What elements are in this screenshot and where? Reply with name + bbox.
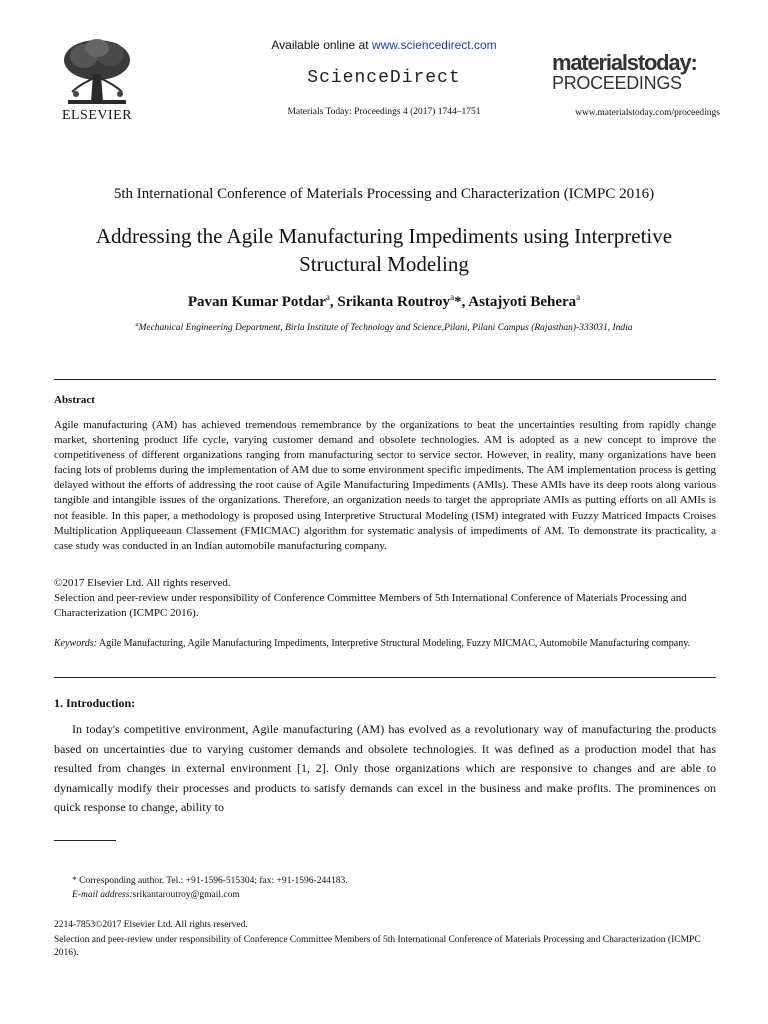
- sciencedirect-link[interactable]: www.sciencedirect.com: [371, 38, 497, 52]
- email-footnote: [72, 890, 240, 900]
- keywords: [54, 636, 716, 651]
- author-affiliation-mark: a: [325, 292, 330, 302]
- section-divider: [54, 379, 716, 380]
- logo-line-2: PROCEEDINGS: [552, 73, 682, 93]
- author-affiliation-mark: a: [450, 292, 455, 302]
- materials-today-logo: [552, 52, 712, 92]
- footer-peer-review: Selection and peer-review under responsibility of Conference Committee Members of 5th International Conference of Materials Processing and Characterization (ICMPC 2016).: [54, 935, 701, 958]
- author-affiliation-mark: a: [576, 292, 581, 302]
- journal-citation: Materials Today: Proceedings 4 (2017) 1744–1751: [287, 107, 481, 117]
- peer-review-notice: Selection and peer-review under responsibility of Conference Committee Members of 5th International Conference of Materials Processing and Characterization (ICMPC 2016).: [54, 592, 687, 620]
- introduction-text: In today's competitive environment, Agile manufacturing (AM) has evolved as a revolutionary way of manufacturing the products based on uncertainties due to varying customer demands and obsolete technologies. It was defined as a production model that has resulted from changes in external environment [1, 2]. Only those organizations which are responsive to changes and are able to dynamically modify their processes and products to satisfy demands can excel in the business and make profits. The prominences on quick response to change, ability to: [54, 722, 716, 814]
- author-separator: ,: [329, 294, 338, 310]
- section-divider: [54, 677, 716, 678]
- publisher-name: ELSEVIER: [61, 108, 133, 123]
- abstract-text: Agile manufacturing (AM) has achieved tremendous remembrance by the organizations to beat the uncertainties resulting from rapidly change market, shortening product life cycle, varying customer demand and obsolete technologies. AM is adopted as a new concept to improve the competitiveness of different organizations ranging from manufacturing sector to service sector. However, in reality, many organizations have been facing lots of problems during the implementation of AM due to some environment specific impediments. The AM implementation process is getting delayed without the efforts of addressing the root cause of Agile Manufacturing Impediments (AMIs). These AMIs have its deep roots along various tangible and intangible issues of the organizations. Therefore, an organization needs to target the appropriate AMIs as putting efforts on all AMIs is not feasible. In this paper, a methodology is proposed using Interpretive Structural Modeling (ISM) integrated with Fuzzy Matriced Impacts Croises Multiplication Appliqueeaun Classement (FMICMAC) algorithm for systematic analysis of impediments of AM. To demonstrate its practicality, a case study was conducted in an Indian automobile manufacturing company.: [54, 419, 716, 552]
- corresponding-author-footnote: * Corresponding author. Tel.: +91-1596-515304; fax: +91-1596-244183.: [72, 876, 348, 886]
- journal-url: www.materialstoday.com/proceedings: [575, 108, 720, 118]
- affiliation: [0, 322, 768, 333]
- abstract-heading: Abstract: [54, 394, 95, 406]
- author-separator: *,: [454, 294, 469, 310]
- conference-name: 5th International Conference of Materials Processing and Characterization (ICMPC 2016): [113, 186, 655, 202]
- email-address[interactable]: srikantaroutroy@gmail.com: [132, 890, 240, 900]
- introduction-heading: 1. Introduction:: [54, 696, 136, 710]
- issn-line: 2214-7853©2017 Elsevier Ltd. All rights reserved.: [54, 920, 248, 930]
- author-name: Pavan Kumar Potdar: [187, 294, 326, 310]
- affiliation-text: Mechanical Engineering Department, Birla Institute of Technology and Science,Pilani, Pilani Campus (Rajasthan)-333031, India: [138, 323, 633, 334]
- author-name: Astajyoti Behera: [468, 294, 577, 310]
- affiliation-mark: a: [135, 322, 139, 328]
- author-name: Srikanta Routroy: [337, 294, 451, 310]
- author-list: [0, 292, 768, 311]
- paper-title: Addressing the Agile Manufacturing Impediments using Interpretive Structural Modeling: [95, 224, 673, 276]
- keywords-list: Agile Manufacturing, Agile Manufacturing Impediments, Interpretive Structural Modeling, Fuzzy MICMAC, Automobile Manufacturing company.: [96, 638, 691, 649]
- footnote-divider: [54, 840, 116, 841]
- email-label: E-mail address:: [72, 890, 133, 900]
- keywords-label: Keywords:: [54, 638, 97, 649]
- platform-name: ScienceDirect: [307, 68, 461, 88]
- available-prefix: Available online at: [271, 38, 372, 52]
- copyright-notice: ©2017 Elsevier Ltd. All rights reserved.: [54, 577, 231, 589]
- logo-line-1: materialstoday:: [552, 50, 697, 75]
